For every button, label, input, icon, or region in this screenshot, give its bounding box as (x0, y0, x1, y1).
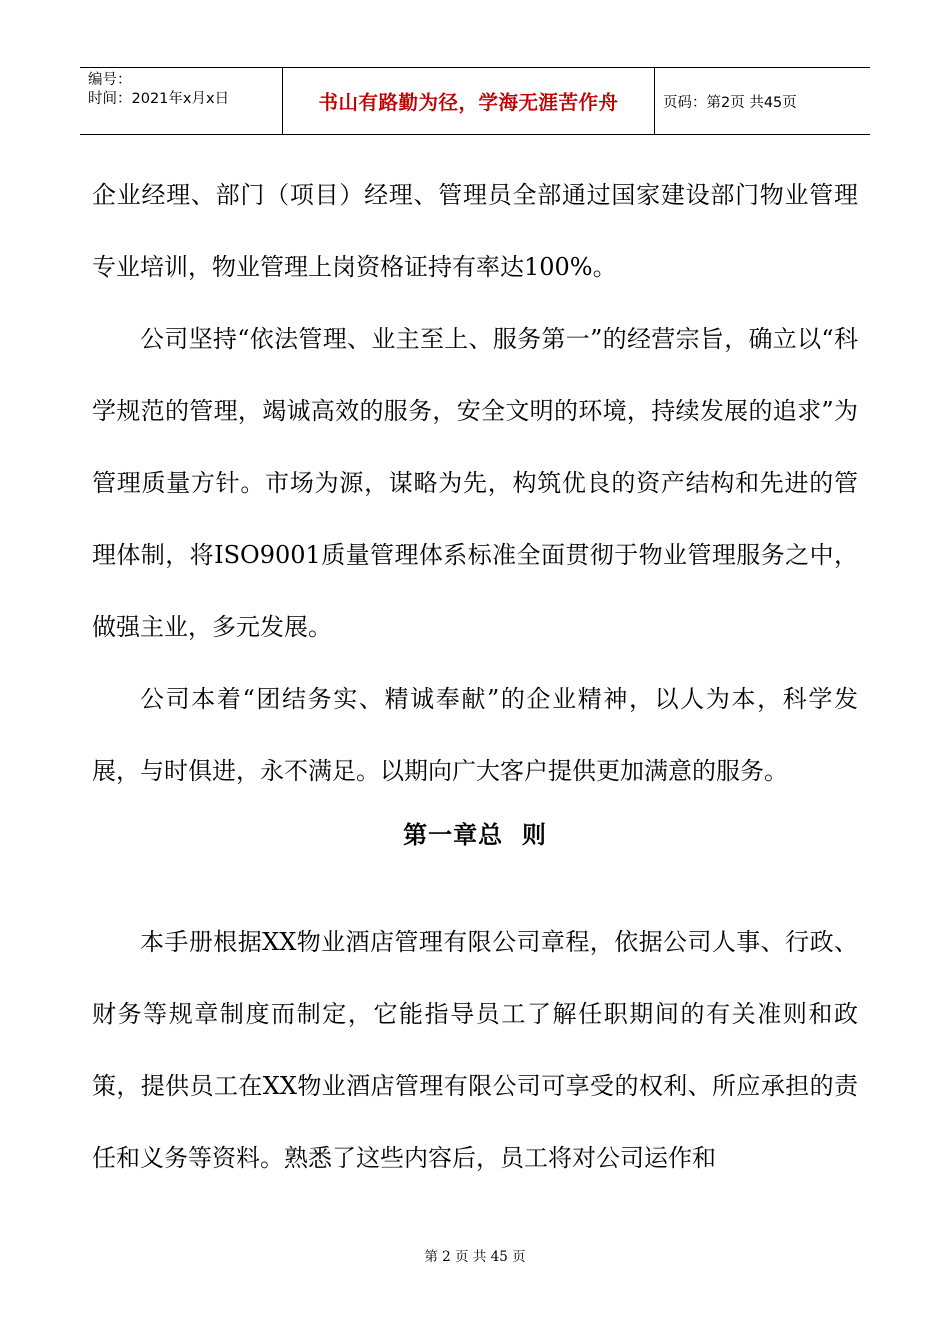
paragraph-enterprise-spirit: 公司本着“团结务实、精诚奉献”的企业精神，以人为本，科学发展，与时俱进，永不满足。以期向广大客户提供更加满意的服务。 (92, 685, 858, 785)
paragraph-business-tenet: 公司坚持“依法管理、业主至上、服务第一”的经营宗旨，确立以“科学规范的管理，竭诚高效的服务，安全文明的环境，持续发展的追求”为管理质量方针。市场为源，谋略为先，构筑优良的资产结构和先进的管理体制，将ISO9001质量管理体系标准全面贯彻于物业管理服务之中，做强主业，多元发展。 (92, 325, 858, 641)
document-time-label: 时间：2021年x月x日 (88, 91, 230, 107)
document-number-label: 编号： (88, 72, 132, 88)
body-section-general (92, 906, 858, 1194)
header-motto: 书山有路勤为径，学海无涯苦作舟 (283, 68, 655, 134)
header-meta-cell (80, 68, 283, 134)
page-header (80, 67, 870, 135)
paragraph-manual-purpose: 本手册根据XX物业酒店管理有限公司章程，依据公司人事、行政、财务等规章制度而制定，它能指导员工了解任职期间的有关准则和政策，提供员工在XX物业酒店管理有限公司可享受的权利、所应承担的责任和义务等资料。熟悉了这些内容后，员工将对公司运作和 (92, 928, 858, 1172)
paragraph-staff-training: 企业经理、部门（项目）经理、管理员全部通过国家建设部门物业管理专业培训，物业管理上岗资格证持有率达100%。 (92, 181, 858, 281)
header-page-number: 页码：第2页 共45页 (663, 94, 797, 111)
body-section-intro (92, 159, 858, 807)
chapter-heading: 第一章总 则 (403, 821, 547, 849)
page-footer: 第 2 页 共 45 页 (424, 1249, 526, 1265)
